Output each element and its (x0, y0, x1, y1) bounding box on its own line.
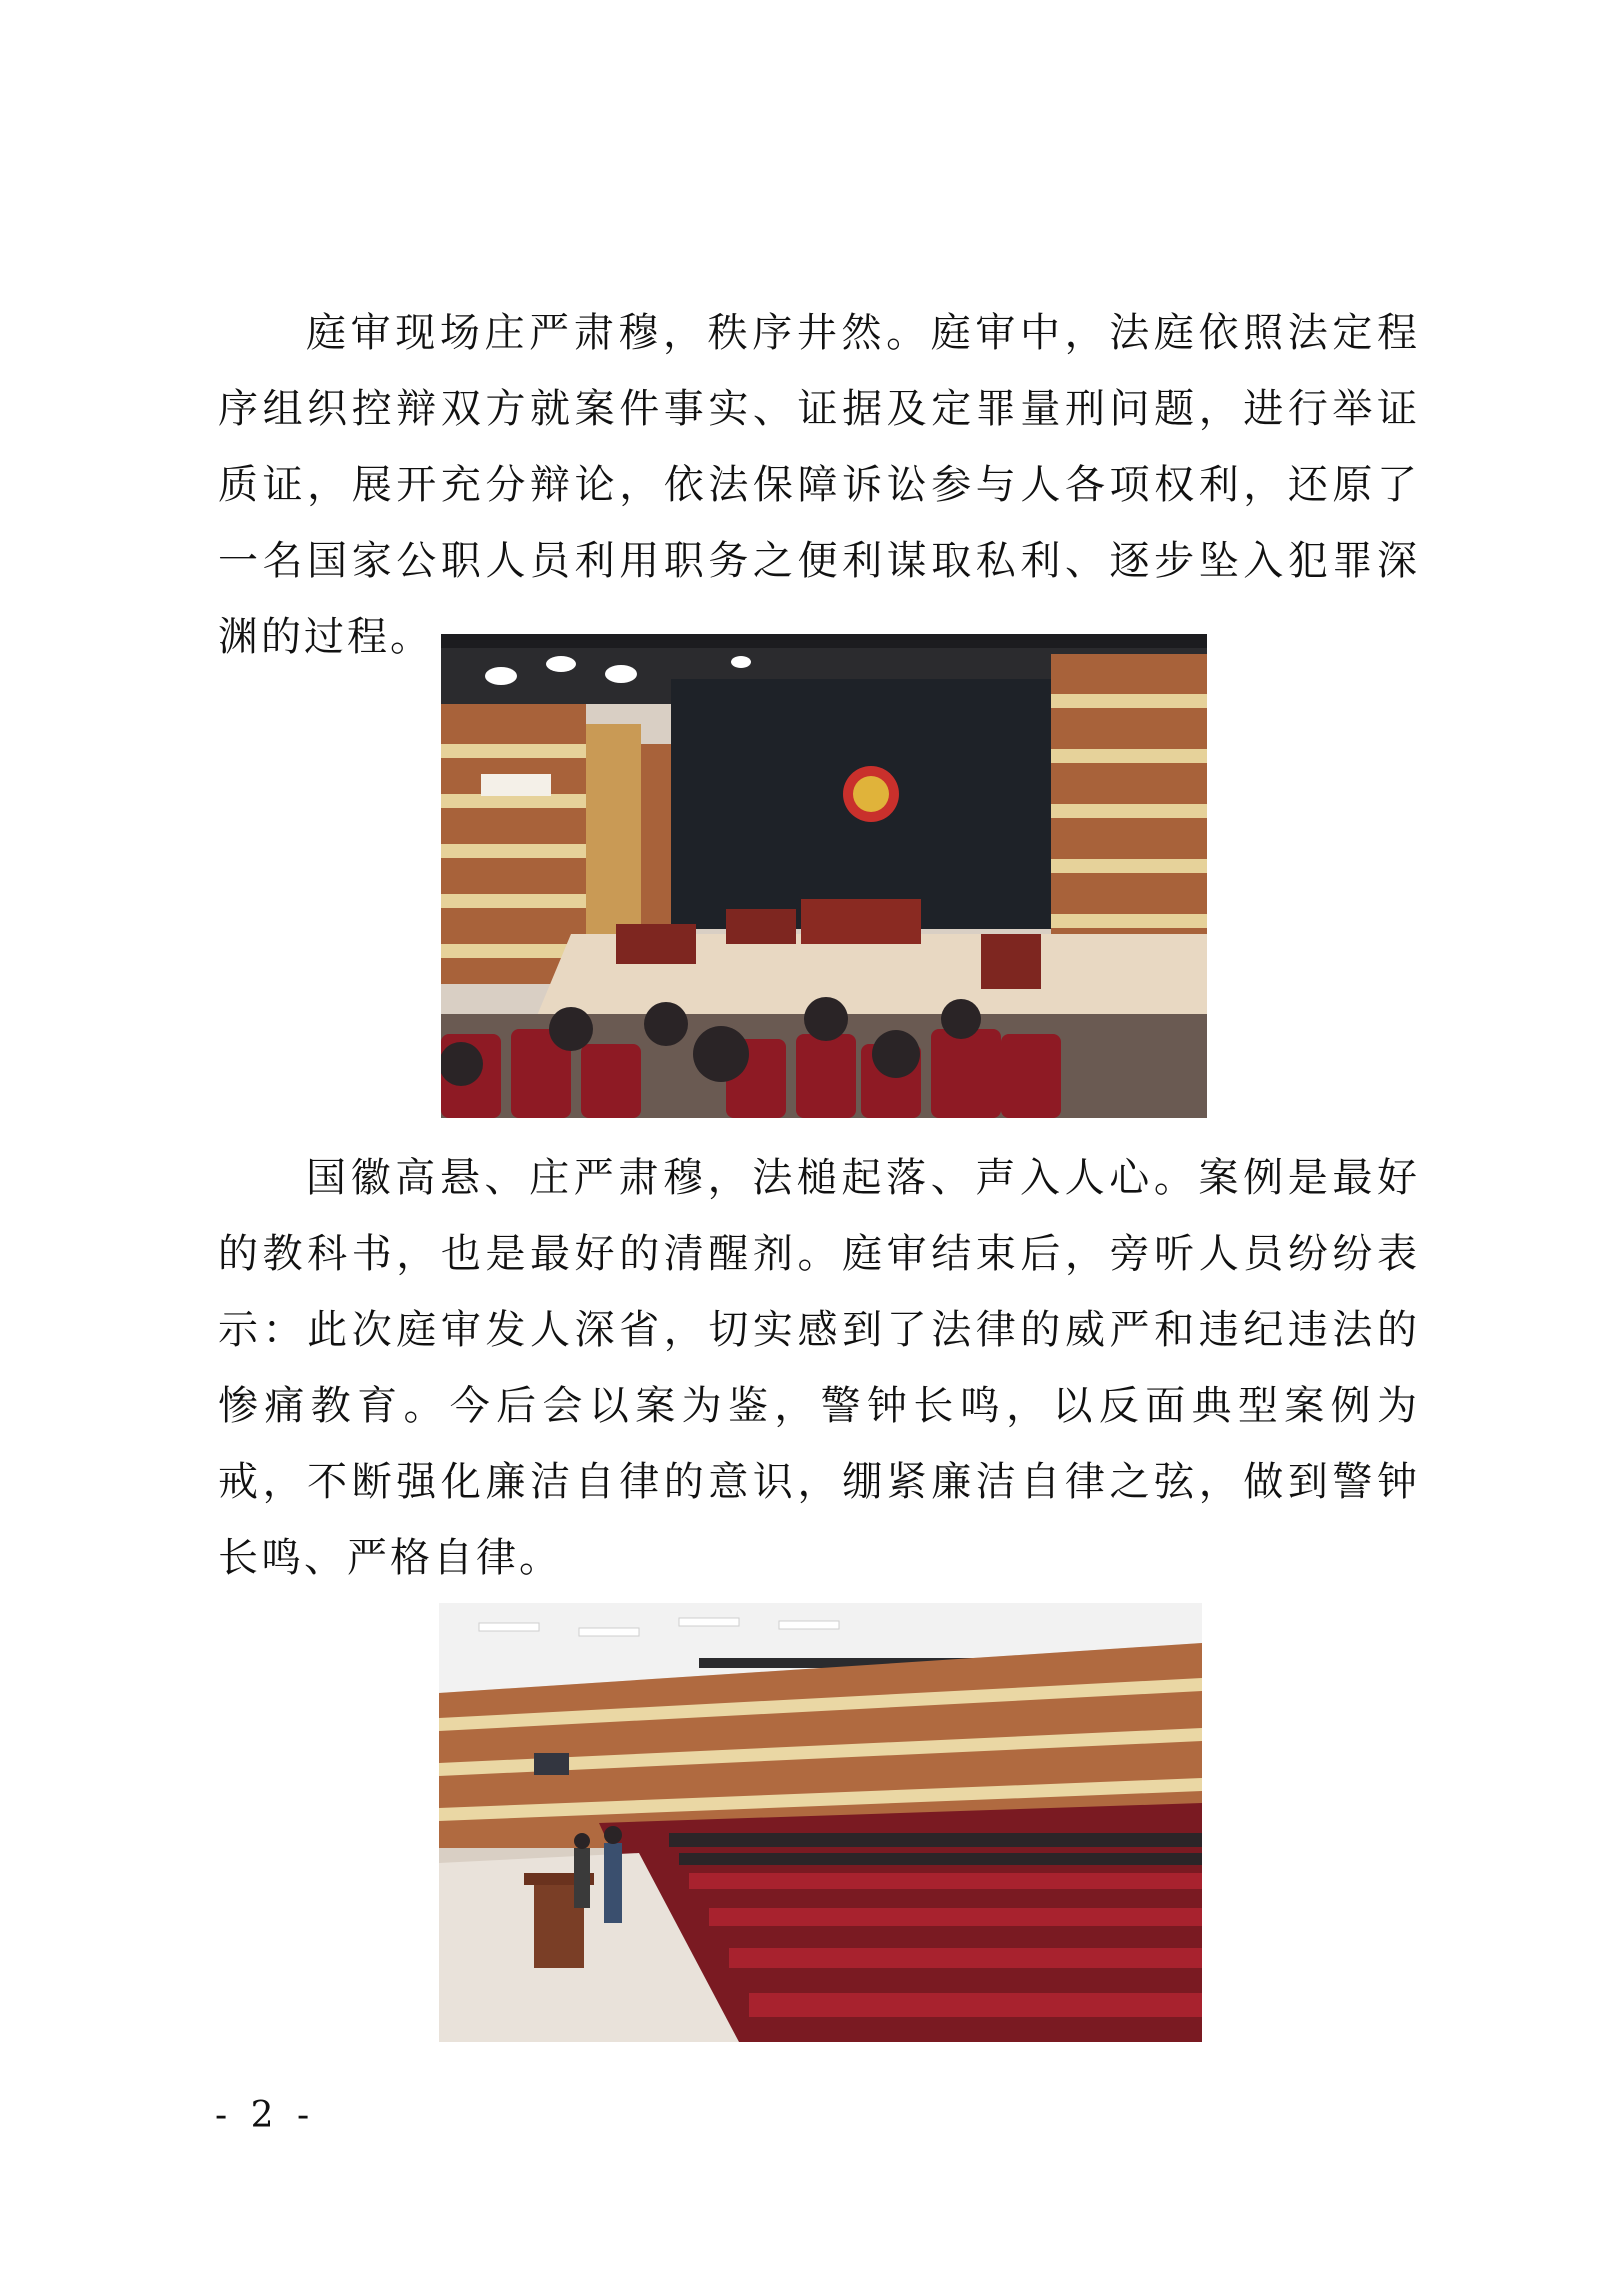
courtroom-audience-illustration (439, 1603, 1202, 2042)
courtroom-trial-illustration (441, 634, 1207, 1118)
paragraph-trial-scene: 庭审现场庄严肃穆，秩序井然。庭审中，法庭依照法定程序组织控辩双方就案件事实、证据及定罪量刑问题，进行举证质证，展开充分辩论，依法保障诉讼参与人各项权利，还原了一名国家公职人员利用职务之便利谋取私利、逐步坠入犯罪深渊的过程。 (218, 310, 1420, 660)
courtroom-audience-photo (439, 1603, 1202, 2042)
page-number: - 2 - (215, 2095, 316, 2136)
courtroom-trial-photo (441, 634, 1207, 1118)
paragraph-audience-reflection: 国徽高悬、庄严肃穆，法槌起落、声入人心。案例是最好的教科书，也是最好的清醒剂。庭审结束后，旁听人员纷纷表示：此次庭审发人深省，切实感到了法律的威严和违纪违法的惨痛教育。今后会以案为鉴，警钟长鸣，以反面典型案例为戒，不断强化廉洁自律的意识，绷紧廉洁自律之弦，做到警钟长鸣、严格自律。 (218, 1155, 1420, 1581)
